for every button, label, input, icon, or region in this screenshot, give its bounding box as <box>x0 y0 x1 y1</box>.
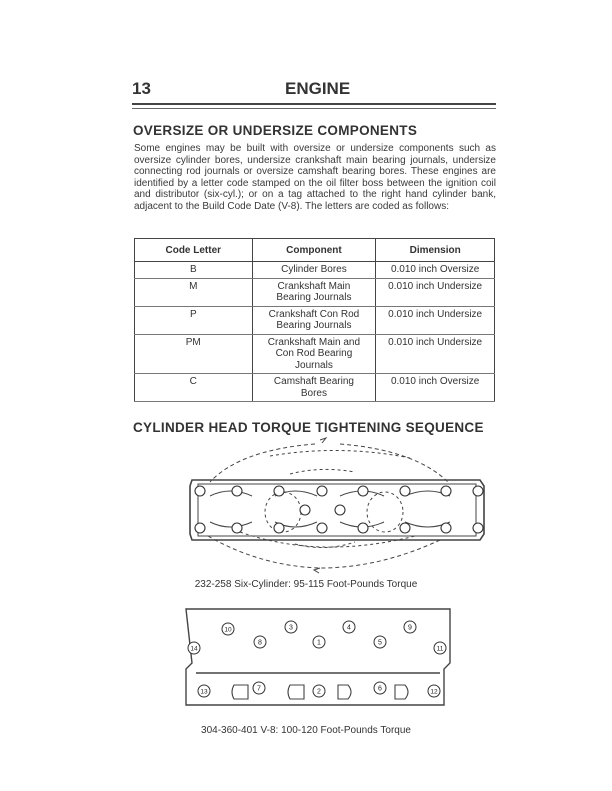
chapter-title: ENGINE <box>285 79 351 98</box>
bolt-label-3: 3 <box>289 624 293 632</box>
bolt-label-5: 5 <box>378 639 382 647</box>
bolt-label-7: 7 <box>257 685 261 693</box>
table-header-row <box>135 239 495 262</box>
header-rule-thin <box>132 108 496 109</box>
dimension-cell: 0.010 inch Oversize <box>376 262 495 279</box>
bolt-label-4: 4 <box>347 624 351 632</box>
bolt-label-13: 13 <box>200 688 208 696</box>
code-cell: P <box>135 306 253 334</box>
v8-head-diagram <box>182 603 454 713</box>
bolt-label-14: 14 <box>190 645 198 653</box>
code-letter-table <box>134 238 495 402</box>
table-header-component: Component <box>252 239 376 262</box>
code-cell: PM <box>135 334 253 374</box>
bolt-label-8: 8 <box>258 639 262 647</box>
bolt-label-12: 12 <box>430 688 438 696</box>
dimension-cell: 0.010 inch Undersize <box>376 334 495 374</box>
header-rule <box>132 103 496 105</box>
bolt-label-6: 6 <box>378 685 382 693</box>
code-cell: C <box>135 374 253 402</box>
section-heading-torque: CYLINDER HEAD TORQUE TIGHTENING SEQUENCE <box>133 420 484 435</box>
dimension-cell: 0.010 inch Oversize <box>376 374 495 402</box>
dimension-cell: 0.010 inch Undersize <box>376 278 495 306</box>
component-cell: Cylinder Bores <box>252 262 376 279</box>
code-cell: M <box>135 278 253 306</box>
bolt-label-11: 11 <box>436 645 444 653</box>
table-row <box>135 306 495 334</box>
table-header-code: Code Letter <box>135 239 253 262</box>
dimension-cell: 0.010 inch Undersize <box>376 306 495 334</box>
table-row <box>135 334 495 374</box>
bolt-label-10: 10 <box>224 626 232 634</box>
component-cell: Camshaft Bearing Bores <box>252 374 376 402</box>
section-paragraph: Some engines may be built with oversize or undersize components such as oversize cylinder bores, undersize crankshaft main bearing journals, undersize connecting rod journals or oversize camshaft bearing bores. These engines are identified by a letter code stamped on the oil filter boss between the ignition coil and distributor (six-cyl.); or on a tag attached to the right hand cylinder bank, adjacent to the Build Code Date (V-8). The letters are coded as follows: <box>134 143 496 212</box>
component-cell: Crankshaft Main Bearing Journals <box>252 278 376 306</box>
v8-caption: 304-360-401 V-8: 100-120 Foot-Pounds Torque <box>201 725 411 736</box>
table-row <box>135 374 495 402</box>
bolt-label-9: 9 <box>408 624 412 632</box>
bolt-label-2: 2 <box>317 688 321 696</box>
six-cylinder-caption: 232-258 Six-Cylinder: 95-115 Foot-Pounds Torque <box>194 579 418 590</box>
six-cylinder-head-diagram <box>180 436 500 576</box>
component-cell: Crankshaft Main and Con Rod Bearing Journals <box>252 334 376 374</box>
code-cell: B <box>135 262 253 279</box>
page-number: 13 <box>132 79 151 98</box>
section-heading-oversize: OVERSIZE OR UNDERSIZE COMPONENTS <box>133 123 418 138</box>
table-row <box>135 262 495 279</box>
table-row <box>135 278 495 306</box>
table-header-dimension: Dimension <box>376 239 495 262</box>
bolt-label-1: 1 <box>317 639 321 647</box>
component-cell: Crankshaft Con Rod Bearing Journals <box>252 306 376 334</box>
